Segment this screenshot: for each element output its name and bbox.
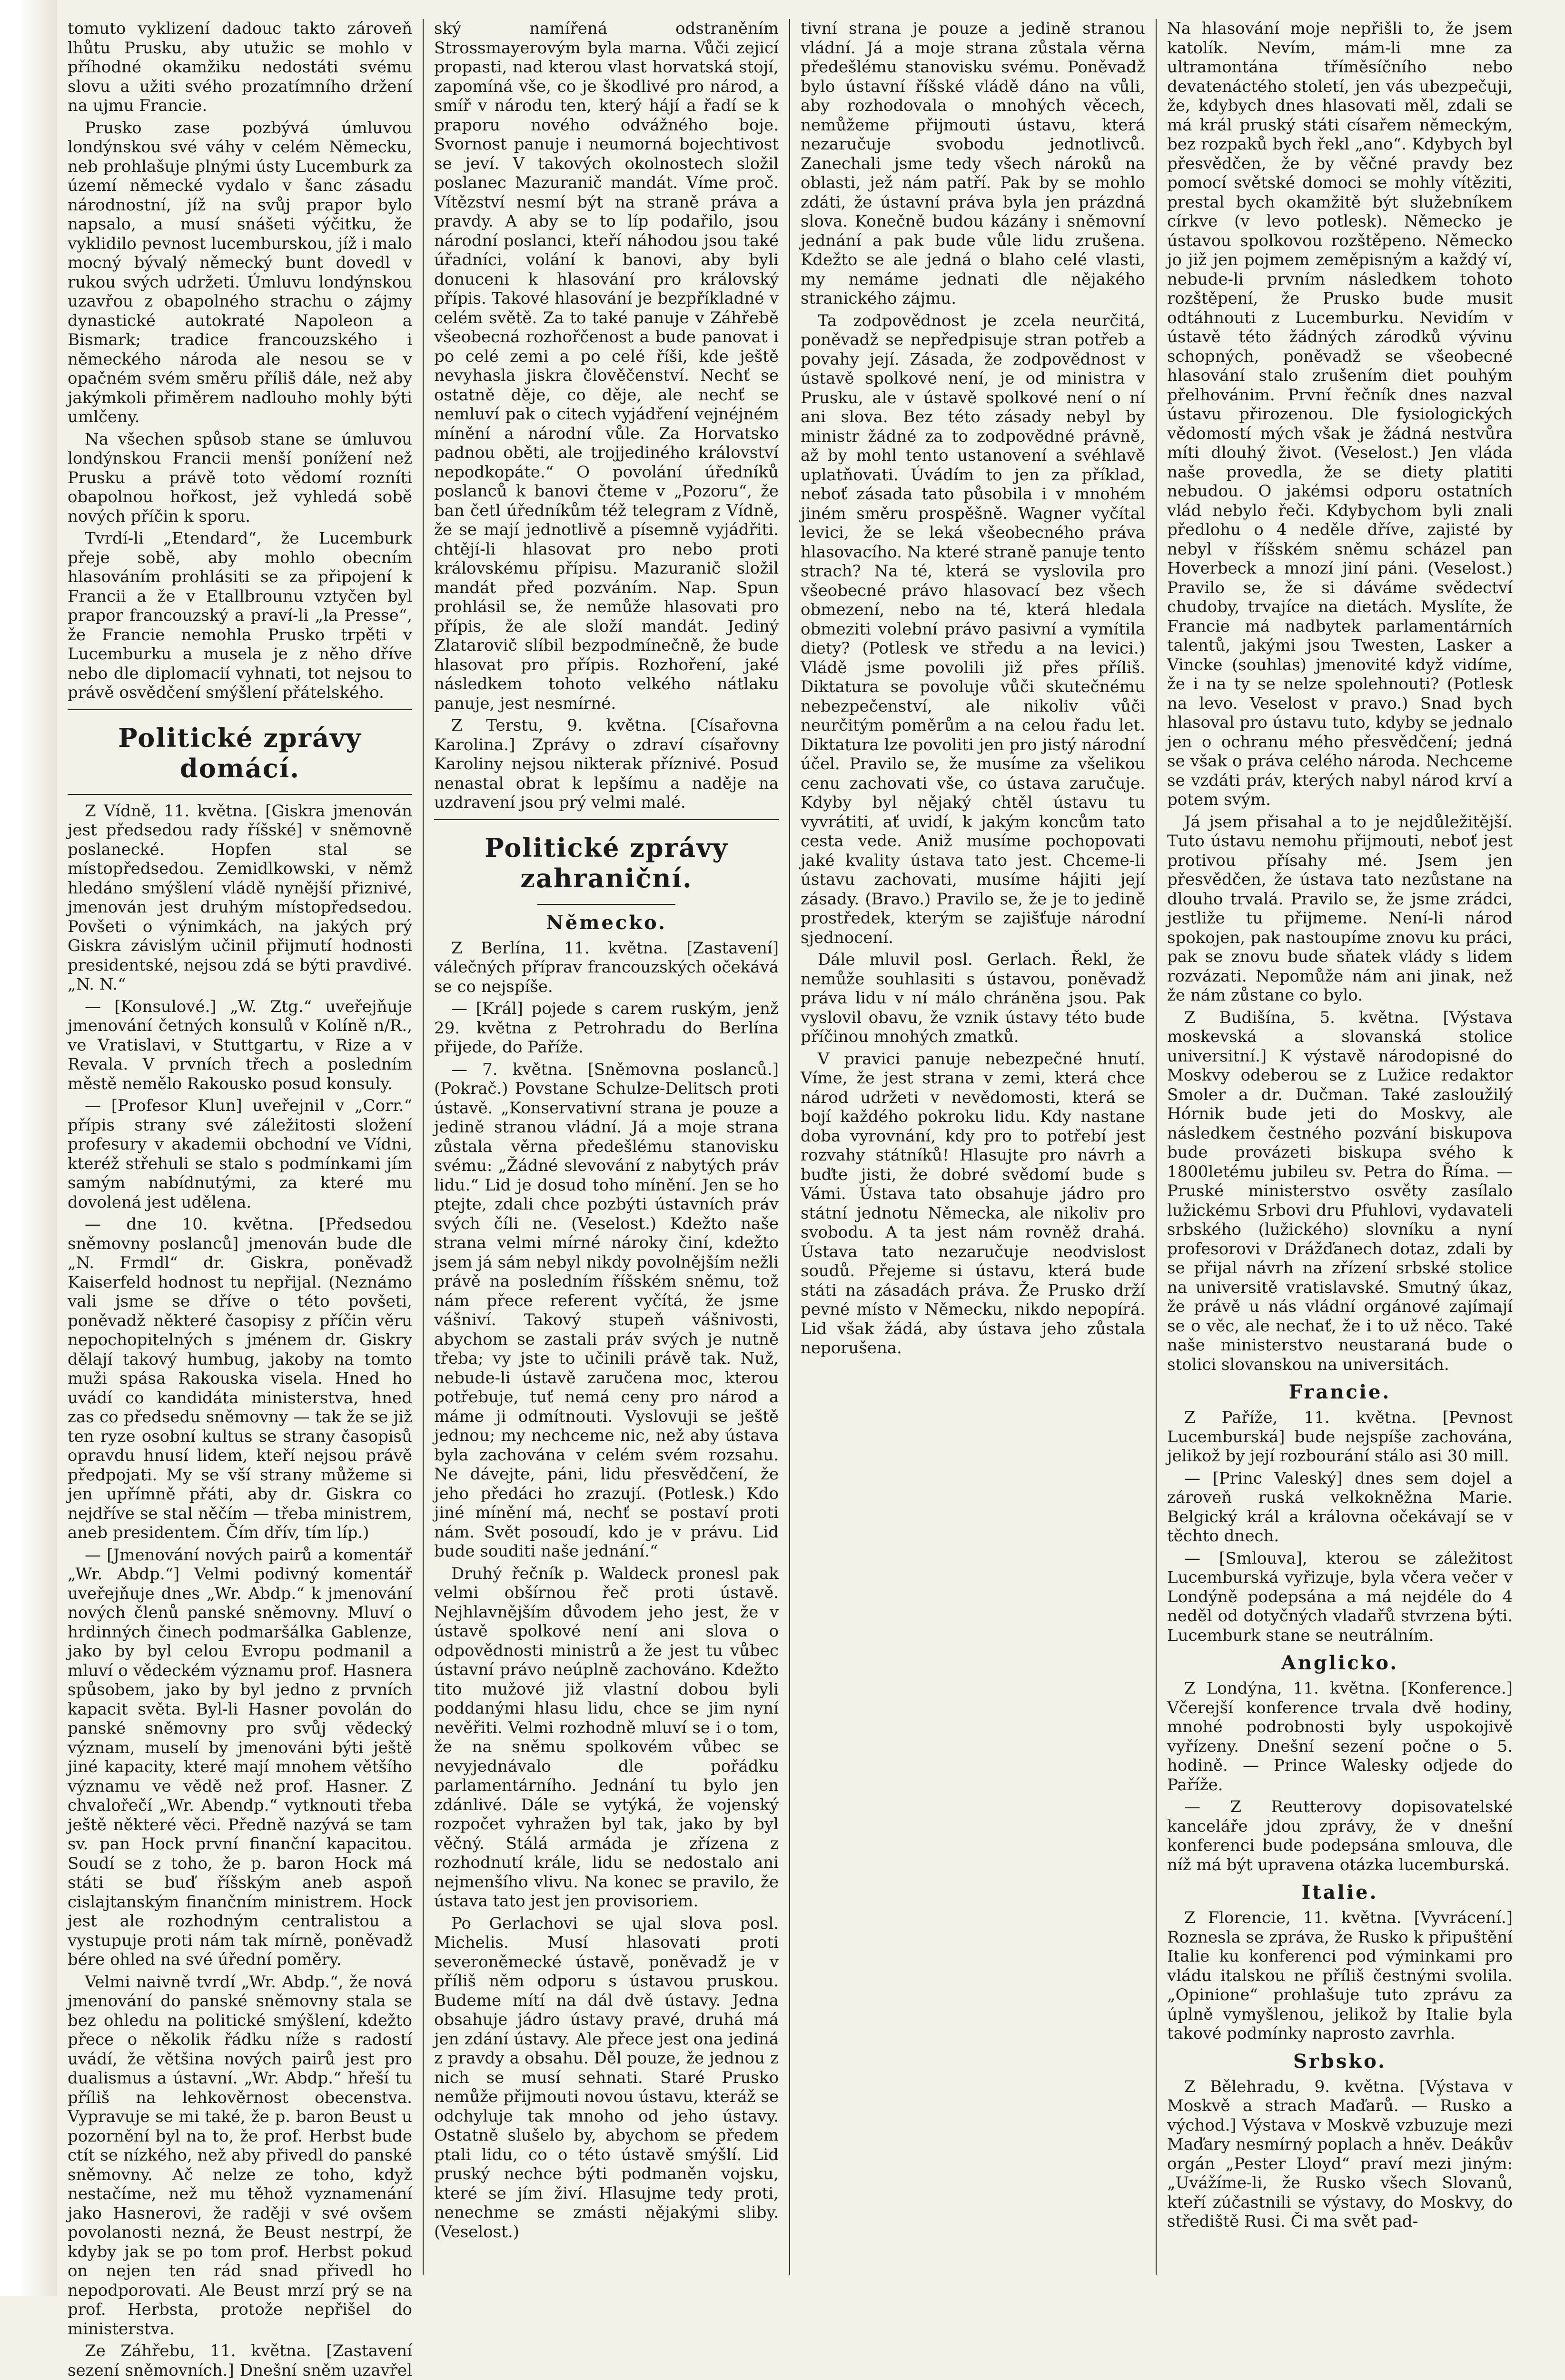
article-paragraph: Na hlasování moje nepřišli to, že jsem katolík. Nevím, mám-li mne za ultramontána tříměsíčního nebo devatenáctého století, jen vás ubezpečuji, že, kdybych dnes hlasovati měl, zdali se má král pruský státi císařem německým, bez rozpaků bych řekl „ano“. Kdybych byl přesvědčen, že by věčné pravdy bez pomocí světské domoci se mohly vítěziti, prestal bych okamžitě být služebníkem církve (v levo potlesk). Německo je ústavou spolkovou rozštěpeno. Německo jo již jen pojmem zeměpisným a každý ví, nebude-li prvním následkem tohoto rozštěpení, že Prusko bude musit odtáhnouti z Lucemburku. Nevidím v ústavě této žádných zárodků vývinu schopných, poněvadž se všeobecné hlasování stalo zrušením diet pouhým přelhovánim. První řečník dnes nazval ústavu přirozenou. Dle fysiologických vědomostí mých však je žádná nestvůra míti dlouhý život. (Veselost.) Jen vláda naše provedla, že se diety platiti nebudou. O jakémsi odporu ostatních vlád nebylo řeči. Kdybychom byli znali předlohu o 4 neděle dříve, zajisté by nebyl v říšském sněmu scházel pan Hoverbeck a mnozí jiní páni. (Veselost.) Pravilo se, že si dáváme svědectví chudoby, trvajíce na dietách. Myslíte, že Francie má nadbytek parlamentárních talentů, jakými jsou Twesten, Lasker a Vincke (souhlas) jmenovité když vidíme, že i na ty se nelze spolehnouti? (Potlesk na levo. Veselost v pravo.) Snad bych hlasoval pro ústavu tuto, kdyby se jednalo jen o ochranu mého přesvědčení; jedná se však o práva celého národa. Nechceme se vzdáti práv, kterých nabyl národ krví a potem svým. bbox=[1167, 19, 1513, 809]
article-paragraph: Prusko zase pozbývá úmluvou londýnskou své váhy v celém Německu, neb prohlašuje plnými ústy Lucemburk za území německé vydalo v šanc zásadu národnostní, jíž na svůj prapor bylo napsalo, a musí snášeti výčitku, že vyklidilo pevnost lucemburskou, jíž i malo mocný bývalý německý bunt dovedl v rukou svých udržeti. Úmluvu londýnskou uzavřou z obapolného strachu o zájmy dynastické autokraté Napoleon a Bismark; tradice francouzského i německého národa ale nesou se v opačném svém směru příliš dále, než aby jakýmkoli přiměrem nadlouho mohly býti umlčeny. bbox=[68, 118, 412, 426]
column-2 bbox=[424, 19, 790, 2275]
news-item: Z Berlína, 11. května. [Zastavení] válečných příprav francouzských očekává se co nejspíše. bbox=[434, 938, 779, 996]
news-item: Ze Záhřebu, 11. května. [Zastavení sezení sněmovních.] Dnešní sněm uzavřel bbox=[68, 2341, 412, 2380]
news-item: — [Smlouva], kterou se záležitost Lucemburská vyřizuje, byla včera večer v Londýně podepsána a má nejdéle do 4 neděl od dotyčných vladařů stvrzena býti. Lucemburk stane se neutrálním. bbox=[1167, 1548, 1513, 1645]
article-paragraph: Na všechen spůsob stane se úmluvou londýnskou Francii menší ponížení než Prusku a právě toto vědomí rozníti obapolnou hořkost, jež vyhledá sobě nových příčin k sporu. bbox=[68, 429, 412, 526]
column-4 bbox=[1157, 19, 1523, 2275]
section-heading-foreign: Politické zprávy zahraniční. bbox=[485, 832, 728, 893]
news-item: — [Král] pojede s carem ruským, jenž 29. května z Petrohradu do Berlína přijede, do Paříže. bbox=[434, 999, 779, 1057]
article-paragraph: V pravici panuje nebezpečné hnutí. Víme, že jest strana v zemi, která chce národ udržeti v nevědomosti, která se bojí každého pokroku lidu. Kdy nastane doba vyrovnání, kdy pro to potřebí jest rozvahy státníků! Hlasujte pro návrh a buďte jisti, že dobré svědomí bude s Vámi. Ústava tato obsahuje jádro pro státní jednotu Německa, ale nikoliv pro svobodu. A ta jest nám rovněž drahá. Ústava tato nezaručuje neodvislost soudů. Přejeme si ústavu, která bude státi na zásadách práva. Že Prusko drží pevné místo v Německu, nikdo nepopírá. Lid však žádá, aby ústava jeho zůstala neporušena. bbox=[801, 1049, 1145, 1358]
article-paragraph: Ta zodpovědnost je zcela neurčitá, poněvadž se nepředpisuje stran potřeb a povahy její. Zásada, že zodpovědnost v ústavě spolkové není, je od ministra v Prusku, ale v ústavě spolkové není o ní ani slova. Bez této zásady nebyl by ministr žádné za to zodpovědné právně, až by mohl tento ustanovení a svéhlavě uplatňovati. Úvádím to jen za příklad, neboť zásada tato působila i v mnohém jiném směru prospěšně. Wagner vyčítal levici, že se leká všeobecného práva hlasovacího. Na které straně panuje tento strach? Na té, která se vyslovila pro všeobecné právo hlasovací bez všech obmezení, nebo na té, která hledala obmeziti volební právo pasivní a vymítila diety? (Potlesk ve středu a na levici.) Vládě jsme povolili již přes příliš. Diktatura se povoluje vůči skutečnému nebezpečenství, ale nikoliv vůči neurčitým poměrům a na celou řadu let. Diktatura lze povoliti jen pro jistý národní účel. Pravilo se, že musíme za všelikou cenu zachovati vše, co ústava zaručuje. Kdyby byl nějaký chtěl ústavu tu vyvrátiti, ať uvidí, k jakým koncům tato cesta vede. Aniž musíme pochopovati jaké kvality ústava tato jest. Chceme-li ústavu zachovati, musíme hájiti její zásady. (Bravo.) Pravilo se, že je to jedině prostředek, kterým se zajišťuje národní sjednocení. bbox=[801, 311, 1145, 947]
article-paragraph: Dále mluvil posl. Gerlach. Řekl, že nemůže souhlasiti s ústavou, poněvadž práva lidu v ní málo chráněna jsou. Pak vyslovil obavu, že vznik ústavy této bude příčinou mnohých zmatků. bbox=[801, 950, 1145, 1046]
news-item: — dne 10. května. [Předsedou sněmovny poslanců] jmenován bude dle „N. Frmdl“ dr. Giskra, poněvadž Kaiserfeld hodnost tu nepřijal. (Neznámo vali jsme se dříve o této povšeti, poněvadž některé časopisy z příčin věru nepochopitelných s jménem dr. Giskry dělají takový humbug, jakoby na tomto muži spása Rakouska visela. Hned ho uvádí co kandidáta ministerstva, hned zas co předsedu sněmovny — tak že se již ten ryze osobní kultus se strany časopisů opravdu hnusí lidem, kteří nejsou právě předpojati. My se vší strany můžeme si jen upřímně přáti, aby dr. Giskra co nejdříve se stal něčím — třeba ministrem, aneb presidentem. Čím dřív, tím líp.) bbox=[68, 1215, 412, 1542]
newspaper-page bbox=[57, 19, 1523, 2380]
country-heading: Francie. bbox=[1288, 1381, 1391, 1403]
news-item: — [Profesor Klun] uveřejnil v „Corr.“ přípis strany své záležitosti složení profesury v akademii obchodní ve Vídni, kteréž střehuli se stalo s podmínkami jím samým nabídnutými, za které mu dovolená jest udělena. bbox=[68, 1096, 412, 1212]
section-divider bbox=[434, 819, 779, 820]
news-item: — Z Reutterovy dopisovatelské kanceláře jdou zprávy, že v dnešní konferenci bude podepsána smlouva, dle níž má být upravena otázka lucemburská. bbox=[1167, 1797, 1513, 1874]
column-1 bbox=[57, 19, 424, 2380]
article-paragraph: Z Terstu, 9. května. [Císařovna Karolina.] Zprávy o zdraví císařovny Karoliny nejsou nikterak příznivé. Posud nenastal obrat k lepšímu a naděje na uzdravení jsou prý velmi malé. bbox=[434, 716, 779, 812]
section-heading-domestic: Politické zprávy domácí. bbox=[118, 722, 362, 783]
column-3 bbox=[790, 19, 1157, 2275]
news-item: Druhý řečník p. Waldeck pronesl pak velmi obšírnou řeč proti ústavě. Nejhlavnějším důvodem jeho jest, že v ústavě spolkové není ani slova o odpovědnosti ministrů a že jest tu vůbec ústavní právo neúplně zachováno. Kdežto tito mužové již vlastní dobou byli poddanými hlasu lidu, chce se jim nyní nevěřiti. Velmi rozhodně mluví se i o tom, že na sněmu spolkovém vůbec se nevyjednávalo dle pořádku parlamentárního. Jednání tu bylo jen zdánlivé. Dále se vytýká, že vojenský rozpočet vyhražen byl tak, jako by byl věčný. Stálá armáda je zřízena z rozhodnutí krále, lidu se nedostalo ani nejmenšího vlivu. Na konec se pravilo, že ústava tato jest jen provisoriem. bbox=[434, 1564, 779, 1911]
news-item: — [Jmenování nových pairů a komentář „Wr. Abdp.“] Velmi podivný komentář uveřejňuje dnes „Wr. Abdp.“ k jmenování nových členů panské sněmovny. Mluví o hrdinných činech podmaršálka Gablenze, jako by byl celou Evropu podmanil a mluví o vědeckém významu prof. Hasnera spůsobem, jako by byl jedno z prvních kapacit světa. Byl-li Hasner povolán do panské sněmovny pro svůj vědecký význam, muselí by jmenováni býti ještě jiné kapacity, které mají mnohem většího významu ve vědě než prof. Hasner. Z chvalořečí „Wr. Abendp.“ vytknouti třeba ještě některé věci. Předně nazývá se tam sv. pan Hock první finanční kapacitou. Soudí se z toho, že p. baron Hock má státi se buď říšským aneb aspoň cislajtanským finančním ministrem. Hock jest ale rozhodným centralistou a vystupuje proti nám tak mírně, poněvadž bére ohled na své úřední poměry. bbox=[68, 1545, 412, 1969]
news-item: — [Konsulové.] „W. Ztg.“ uveřejňuje jmenování četných konsulů v Kolíně n/R., ve Vratislavi, v Stuttgartu, v Rize a v Revala. V prvních třech a posledním městě nemělo Rakousko posud konsuly. bbox=[68, 997, 412, 1093]
article-paragraph: tivní strana je pouze a jedině stranou vládní. Já a moje strana zůstala věrna předešlému stanovisku svému. Poněvadž bylo ústavní říšské vládě dáno na vůli, aby rozhodovala o mnohých věcech, nemůžeme přijmouti ústavu, která nezaručuje svobodu jednotlivců. Zanechali jsme tedy všech nároků na oblasti, jež nám patří. Pak by se mohlo zdáti, že ústavní práva byla jen prázdná slova. Konečně budou kázány i sněmovní jednání a pak bude vůle lidu zrušena. Kdežto se ale jedná o blaho celé vlasti, my nemáme jednati dle nějakého stranického zájmu. bbox=[801, 19, 1145, 308]
news-item: — 7. května. [Sněmovna poslanců.] (Pokrač.) Povstane Schulze-Delitsch proti ústavě. „Konservativní strana je pouze a jedině stranou vládní. Já a moje strana zůstala věrna předešlému stanovisku svému: „Žádné slevování z nabytých práv lidu.“ Lid je dosud toho mínění. Jen se ho ptejte, zdali chce pozbýti ústavních práv svých číli ne. (Veselost.) Kdežto naše strana velmi mírné nároky činí, kdežto jsem já sám nebyl nikdy povolnějším nežli právě na posledním říšském sněmu, tož nám přece referent vyčítá, že jsme vášniví. Takový stupeň vášnivosti, abychom se zastali práv svých je nutně třeba; vy jste to učinili právě tak. Nuž, nebude-li ústavě zaručena moc, kterou potřebuje, tuť nemá ceny pro národ a máme ji odmítnouti. Vyslovuji se ještě jednou; my nechceme nic, než aby ústava byla zachována v celém svém rozsahu. Ne dávejte, páni, lidu přesvědčení, že jeho předáci ho zrazují. (Potlesk.) Kdo jiné mínění má, nechť se postaví proti nám. Svět posoudí, kdo je v právu. Lid bude souditi naše jednání.“ bbox=[434, 1060, 779, 1561]
country-heading: Srbsko. bbox=[1293, 2050, 1387, 2073]
country-heading: Italie. bbox=[1301, 1881, 1378, 1904]
country-heading: Německo. bbox=[546, 911, 667, 934]
news-item: Z Bělehradu, 9. května. [Výstava v Moskvě a strach Maďarů. — Rusko a východ.] Výstava v Moskvě vzbuzuje mezi Maďary nesmírný poplach a hněv. Deákův orgán „Pester Lloyd“ praví mezi jiným: „Uvážíme-li, že Rusko všech Slovanů, kteří zúčastnili se výstavy, do Moskvy, do střediště Rusi. Či ma svět pad- bbox=[1167, 2077, 1513, 2231]
news-item: Z Paříže, 11. května. [Pevnost Lucemburská] bude nejspíše zachována, jelikož by její rozbourání stálo asi 30 mill. bbox=[1167, 1408, 1513, 1466]
article-paragraph: Já jsem přisahal a to je nejdůležitější. Tuto ústavu nemohu přijmouti, neboť jest protivou přísahy mé. Jsem jen přesvědčen, že ústava tato nezůstane na dlouho trvalá. Pravilo se, že jsme zrádci, jestliže tu přijmeme. Není-li národ spokojen, pak nastoupíme znovu ku práci, pak se znovu bude sňatek vlády s lidem rozvázati. Nepomůže nám ani jinak, než že nám zůstane co bylo. bbox=[1167, 812, 1513, 1005]
news-item: Z Londýna, 11. května. [Konference.] Včerejší konference trvala dvě hodiny, mnohé podrobnosti byly uspokojivě vyřízeny. Dnešní sezení počne o 5. hodině. — Prince Walesky odjede do Paříže. bbox=[1167, 1679, 1513, 1795]
section-divider bbox=[537, 904, 675, 905]
article-paragraph: tomuto vyklizení dadouc takto zároveň lhůtu Prusku, aby utužic se mohlo v příhodné okamžiku nedostáti svému slovu a užiti svého prozatímního držení na ujmu Francie. bbox=[68, 19, 412, 115]
news-item: Z Florencie, 11. května. [Vyvrácení.] Roznesla se zpráva, že Rusko k připuštění Italie ku konferenci pod výminkami pro vládu italskou ne příliš čestnými svolila. „Opinione“ prohlašuje tuto zprávu za úplně vymyšlenou, jelikož by Italie byla takové podmínky naprosto zavrhla. bbox=[1167, 1908, 1513, 2043]
news-item: Po Gerlachovi se ujal slova posl. Michelis. Musí hlasovati proti severoněmecké ústavě, poněvadž je v příliš něm odporu s ústavou pruskou. Budeme mítí na dál dvě ústavy. Jedna obsahuje jádro ústavy pravé, druhá má jen zdání ústavy. Ale přece jest ona jediná z pravdy a obsahu. Děl pouze, že jednou z nich se musí sehnati. Staré Prusko nemůže přijmouti novou ústavu, kteráž se odchyluje tak mnoho od jeho ústavy. Ostatně slušelo by, abychom se předem ptali lidu, co o této ústavě smýšlí. Lid pruský nechce býti podmaněn vojsku, které se jím živí. Hlasujme tedy proti, nenechme se zmásti nějakými sliby. (Veselost.) bbox=[434, 1914, 779, 2241]
page-binding-edge bbox=[0, 0, 57, 2296]
section-divider bbox=[68, 794, 412, 795]
news-item: Z Vídně, 11. května. [Giskra jmenován jest předsedou rady říšské] v sněmovně poslanecké. Hopfen stal se místopředsedou. Zemidlkowski, v němž hledáno smýšlení vládě nynější přiznivé, jmenován jest druhým místopředsedou. Povšeti o výnimkách, na jakých prý Giskra závislým učinil přijmutí hodnosti presidentské, nejsou zdá se býti pravdivé. „N. N.“ bbox=[68, 801, 412, 994]
article-paragraph: ský namířená odstraněním Strossmayerovým byla marna. Vůči zejicí propasti, nad kterou vlast horvatská stojí, zapomíná vše, co je škodlivé pro národ, a smíř v národu ten, který hájí a řadí se k praporu nového odvážného boje. Svornost panuje i neumorná bojechtivost se jeví. V takových okolnostech složil poslanec Mazuranič mandát. Víme proč. Vítězství nesmí být na straně práva a pravdy. A aby se to líp podařilo, jsou národní poslanci, kteří náhodou jsou také úřadníci, volání k banovi, aby byli donuceni k hlasování pro královský přípis. Takové hlasování je bezpříkladné v celém světě. Za to také panuje v Záhřebě všeobecná rozhořčenost a bude panovat i po celé zemi a po celé říši, kde ještě nevyhasla jiskra člověčenství. Nechť se ostatně děje, co děje, ale nechť se nemluví pak o citech vyjádření vejnéjném mínění a národní vůle. Za Horvatsko padnou oběti, ale trojjediného království nepodkopáte.“ O povolání úředníků poslanců k banovi čteme v „Pozoru“, že ban četl úředníkům též telegram z Vídně, že se mají jednotlivě a písemně vyjádřiti. chtějí-li hlasovat pro nebo proti královskému přípisu. Mazuranič složil mandát před pozváním. Nap. Spun prohlásil se, že nemůže hlasovati pro přípis, že ale složí mandát. Jediný Zlatarovič slíbil bezpodmínečně, že bude hlasovat pro přípis. Rozhoření, jaké následkem tohoto velkého nátlaku panuje, jest nesmírné. bbox=[434, 19, 779, 713]
article-paragraph: Tvrdí-li „Etendard“, že Lucemburk přeje sobě, aby mohlo obecním hlasováním prohlásiti se za připojení k Francii a že v Etallbrounu vztyčen byl prapor francouzský a praví-li „la Presse“, že Francie nemohla Prusko trpěti v Lucemburku a musela je z něho dříve nebo dle diplomacií vyhnati, tot nejsou to právě osvědčení smýšlení přátelského. bbox=[68, 529, 412, 702]
news-item: — [Princ Valeský] dnes sem dojel a zároveň ruská velkokněžna Marie. Belgický král a královna očekávají se v těchto dnech. bbox=[1167, 1468, 1513, 1546]
section-divider bbox=[68, 709, 412, 710]
news-item: Velmi naivně tvrdí „Wr. Abdp.“, že nová jmenování do panské sněmovny stala se bez ohledu na politické smýšlení, kdežto přece o několik řádku níže s radostí uvádí, že většina nových pairů jest pro dualismus a ústavní. „Wr. Abdp.“ hřeší tu příliš na lehkověrnost obecenstva. Vypravuje se mi také, že p. baron Beust u pozornění byl na to, že prof. Herbst bude ctít se nízkého, než aby přivedl do panské sněmovny. Ač nelze ze toho, když nestačíme, než mu těhož vyznamenání jako Hasnerovi, že raději v své ovšem povolanosti nezná, že Beust nestrpí, že kdyby jak se po tom prof. Herbst pokud on nejen ten rád snad přivedl ho nepodporovati. Ale Beust mrzí prý se na prof. Herbsta, protože nepřišel do ministerstva. bbox=[68, 1972, 412, 2339]
news-item: Z Budišína, 5. května. [Výstava moskevská a slovanská stolice universitní.] K výstavě národopisné do Moskvy odeberou se z Lužice redaktor Smoler a dr. Dučman. Také zasloužilý Hórnik bude jeti do Moskvy, ale následkem čestného pozvání biskupova bude provázeti biskupa svého k 1800letému jubileu sv. Petra do Říma. — Pruské ministerstvo osvěty zasílalo lužickému Srbovi dru Pfuhlovi, vydavateli srbského (lužického) slovníku a nyní profesorovi v Drážďanech dotaz, zdali by se přijal návrh na zřízení srbské stolice na universitě vratislavské. Smutný úkaz, že právě u nás vládní orgánové zajímají se o věc, ale nechať, že i to už něco. Také naše ministerstvo neustaraná bude o stolici slovanskou na universitách. bbox=[1167, 1008, 1513, 1374]
country-heading: Anglicko. bbox=[1281, 1652, 1399, 1674]
